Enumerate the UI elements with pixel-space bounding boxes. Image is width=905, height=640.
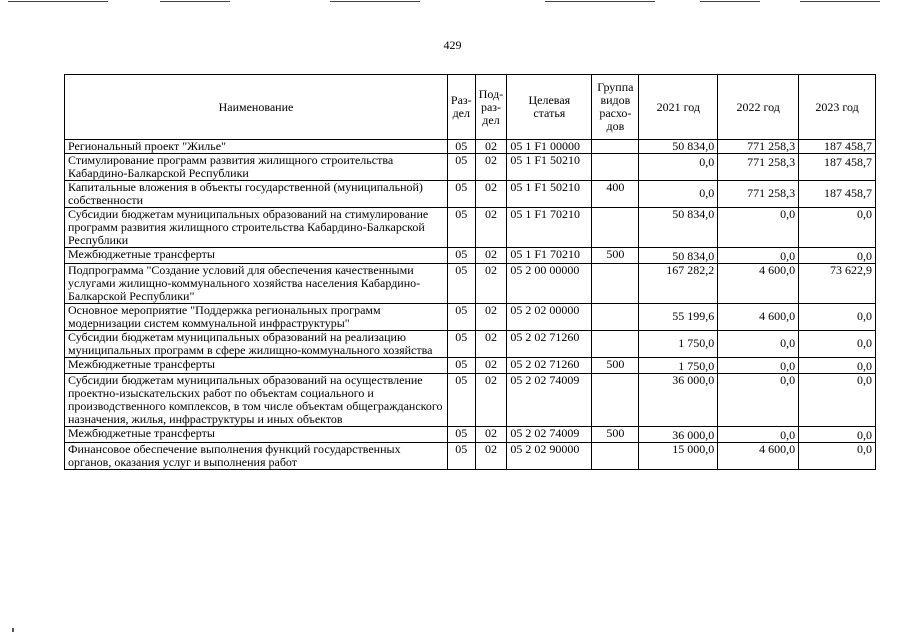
table-row	[65, 427, 876, 443]
row-value-2023: 0,0	[857, 249, 872, 263]
row-article: 05 2 02 74009	[507, 374, 592, 427]
table-row	[65, 248, 876, 264]
row-name: Основное мероприятие "Поддержка региональных программ модернизации систем коммунальной инфраструктуры"	[65, 304, 448, 331]
row-value-2023: 73 622,9	[830, 263, 872, 277]
row-article: 05 2 02 90000	[507, 443, 592, 470]
row-value-2021-cell	[639, 427, 718, 443]
row-value-2023: 0,0	[857, 336, 872, 350]
row-value-2022: 0,0	[780, 428, 796, 442]
table-row	[65, 331, 876, 358]
table-row	[65, 304, 876, 331]
row-value-2023-cell	[799, 208, 876, 248]
page-number: 429	[443, 38, 462, 52]
row-section: 05	[447, 248, 475, 264]
row-group	[592, 140, 639, 154]
row-value-2021-cell	[639, 264, 718, 304]
row-article: 05 2 02 71260	[507, 358, 592, 374]
row-section: 05	[447, 264, 475, 304]
row-value-2021-cell	[639, 331, 718, 358]
row-group: 500	[592, 358, 639, 374]
row-value-2022: 0,0	[780, 373, 796, 387]
row-value-2023-cell	[799, 181, 876, 208]
row-name: Стимулирование программ развития жилищного строительства Кабардино-Балкарской Республики	[65, 154, 448, 181]
row-value-2021-cell	[639, 140, 718, 154]
table-row	[65, 208, 876, 248]
row-section: 05	[447, 181, 475, 208]
row-section: 05	[447, 358, 475, 374]
row-value-2022: 0,0	[780, 359, 796, 373]
row-value-2021-cell	[639, 358, 718, 374]
scan-mark	[12, 628, 14, 632]
header-name: Наименование	[65, 75, 448, 140]
row-name: Межбюджетные трансферты	[65, 427, 448, 443]
budget-table	[64, 74, 876, 470]
row-name: Капитальные вложения в объекты государственной (муниципальной) собственности	[65, 181, 448, 208]
header-subsection-text: Под- раз- дел	[478, 86, 504, 127]
row-section: 05	[447, 154, 475, 181]
row-value-2022: 0,0	[780, 249, 796, 263]
scan-edge-lines	[0, 0, 905, 6]
row-article: 05 1 F1 50210	[507, 181, 592, 208]
row-subsection: 02	[475, 304, 507, 331]
row-value-2021-cell	[639, 181, 718, 208]
row-name: Межбюджетные трансферты	[65, 248, 448, 264]
row-value-2022: 771 258,3	[747, 186, 796, 200]
row-value-2023-cell	[799, 427, 876, 443]
row-value-2023-cell	[799, 248, 876, 264]
row-subsection: 02	[475, 248, 507, 264]
row-value-2023-cell	[799, 154, 876, 181]
header-article	[507, 75, 592, 140]
row-value-2021: 50 834,0	[672, 249, 715, 263]
row-value-2021: 167 282,2	[666, 263, 715, 277]
row-value-2021-cell	[639, 248, 718, 264]
row-value-2021: 0,0	[699, 186, 715, 200]
table-row	[65, 374, 876, 427]
row-name: Субсидии бюджетам муниципальных образований на осуществление проектно-изыскательских работ по объектам социального и производственного комплексов, в том числе объектам общегражданского назначения, жилья, инфраструктуры и иных объектов	[65, 374, 448, 427]
row-section: 05	[447, 304, 475, 331]
header-group	[592, 75, 639, 140]
row-value-2021: 15 000,0	[672, 442, 715, 456]
row-value-2023-cell	[799, 264, 876, 304]
row-section: 05	[447, 140, 475, 154]
row-article: 05 2 02 00000	[507, 304, 592, 331]
row-value-2022: 771 258,3	[747, 139, 796, 153]
row-value-2021: 1 750,0	[678, 336, 715, 350]
header-2023: 2023 год	[799, 75, 876, 140]
row-value-2023-cell	[799, 304, 876, 331]
row-section: 05	[447, 427, 475, 443]
row-subsection: 02	[475, 374, 507, 427]
table-row	[65, 154, 876, 181]
table-row	[65, 443, 876, 470]
row-section: 05	[447, 331, 475, 358]
row-group	[592, 208, 639, 248]
row-value-2022: 0,0	[780, 336, 796, 350]
row-value-2022: 4 600,0	[759, 309, 796, 323]
row-value-2023-cell	[799, 374, 876, 427]
row-value-2021: 1 750,0	[678, 359, 715, 373]
row-group	[592, 443, 639, 470]
row-group	[592, 304, 639, 331]
row-group	[592, 264, 639, 304]
row-value-2022-cell	[718, 304, 799, 331]
row-value-2021: 55 199,6	[672, 309, 715, 323]
row-value-2023-cell	[799, 443, 876, 470]
row-name: Субсидии бюджетам муниципальных образований на реализацию муниципальных программ в сфере жилищно-коммунального хозяйства	[65, 331, 448, 358]
table-body	[65, 140, 876, 470]
row-subsection: 02	[475, 358, 507, 374]
row-value-2021-cell	[639, 304, 718, 331]
row-value-2021: 0,0	[699, 155, 715, 169]
row-subsection: 02	[475, 140, 507, 154]
row-value-2022: 4 600,0	[759, 442, 796, 456]
row-subsection: 02	[475, 264, 507, 304]
row-value-2021-cell	[639, 154, 718, 181]
row-article: 05 2 00 00000	[507, 264, 592, 304]
row-group: 500	[592, 427, 639, 443]
row-value-2023-cell	[799, 331, 876, 358]
row-section: 05	[447, 374, 475, 427]
row-value-2021-cell	[639, 374, 718, 427]
row-value-2022-cell	[718, 154, 799, 181]
row-group	[592, 331, 639, 358]
row-value-2022-cell	[718, 140, 799, 154]
row-group: 500	[592, 248, 639, 264]
row-article: 05 2 02 71260	[507, 331, 592, 358]
row-value-2022-cell	[718, 443, 799, 470]
row-value-2023: 0,0	[857, 442, 872, 456]
header-2022: 2022 год	[718, 75, 799, 140]
row-value-2021-cell	[639, 208, 718, 248]
row-group	[592, 374, 639, 427]
header-section-text: Раз- дел	[450, 93, 472, 120]
row-value-2022-cell	[718, 248, 799, 264]
row-subsection: 02	[475, 427, 507, 443]
row-value-2022-cell	[718, 264, 799, 304]
row-subsection: 02	[475, 208, 507, 248]
row-subsection: 02	[475, 181, 507, 208]
row-value-2023: 0,0	[857, 309, 872, 323]
row-value-2023-cell	[799, 140, 876, 154]
row-value-2021-cell	[639, 443, 718, 470]
header-section	[447, 75, 475, 140]
row-value-2022-cell	[718, 358, 799, 374]
row-value-2022-cell	[718, 208, 799, 248]
row-value-2023: 0,0	[857, 373, 872, 387]
row-section: 05	[447, 208, 475, 248]
row-name: Подпрограмма "Создание условий для обеспечения качественными услугами жилищно-коммунального хозяйства населения Кабардино-Балкарской Республики"	[65, 264, 448, 304]
row-value-2022-cell	[718, 181, 799, 208]
row-subsection: 02	[475, 154, 507, 181]
table-row	[65, 358, 876, 374]
row-value-2022: 4 600,0	[759, 263, 796, 277]
row-value-2022: 771 258,3	[747, 155, 796, 169]
row-value-2023: 0,0	[857, 428, 872, 442]
row-subsection: 02	[475, 443, 507, 470]
row-value-2023: 187 458,7	[824, 186, 872, 200]
table-row	[65, 264, 876, 304]
row-value-2023: 187 458,7	[824, 155, 872, 169]
row-group	[592, 154, 639, 181]
header-group-text: Группа видов расхо- дов	[597, 80, 634, 133]
row-article: 05 1 F1 50210	[507, 154, 592, 181]
row-section: 05	[447, 443, 475, 470]
table-row	[65, 181, 876, 208]
row-value-2023: 0,0	[857, 207, 872, 221]
row-name: Региональный проект "Жилье"	[65, 140, 448, 154]
row-name: Финансовое обеспечение выполнения функций государственных органов, оказания услуг и выполнения работ	[65, 443, 448, 470]
table-header-row	[65, 75, 876, 140]
row-value-2022: 0,0	[780, 207, 796, 221]
row-value-2021: 50 834,0	[672, 207, 715, 221]
row-article: 05 2 02 74009	[507, 427, 592, 443]
row-value-2022-cell	[718, 427, 799, 443]
header-2021: 2021 год	[639, 75, 718, 140]
row-name: Субсидии бюджетам муниципальных образований на стимулирование программ развития жилищного строительства Кабардино-Балкарской Республики	[65, 208, 448, 248]
row-value-2023: 0,0	[857, 359, 872, 373]
row-value-2023-cell	[799, 358, 876, 374]
row-article: 05 1 F1 70210	[507, 248, 592, 264]
row-value-2022-cell	[718, 331, 799, 358]
row-value-2021: 36 000,0	[672, 373, 715, 387]
header-article-text: Целевая статья	[528, 93, 571, 120]
row-article: 05 1 F1 00000	[507, 140, 592, 154]
row-value-2021: 50 834,0	[672, 139, 715, 153]
table-row	[65, 140, 876, 154]
row-name: Межбюджетные трансферты	[65, 358, 448, 374]
row-value-2023: 187 458,7	[824, 139, 872, 153]
row-value-2021: 36 000,0	[672, 428, 715, 442]
row-subsection: 02	[475, 331, 507, 358]
header-subsection	[475, 75, 507, 140]
row-group: 400	[592, 181, 639, 208]
row-value-2022-cell	[718, 374, 799, 427]
row-article: 05 1 F1 70210	[507, 208, 592, 248]
